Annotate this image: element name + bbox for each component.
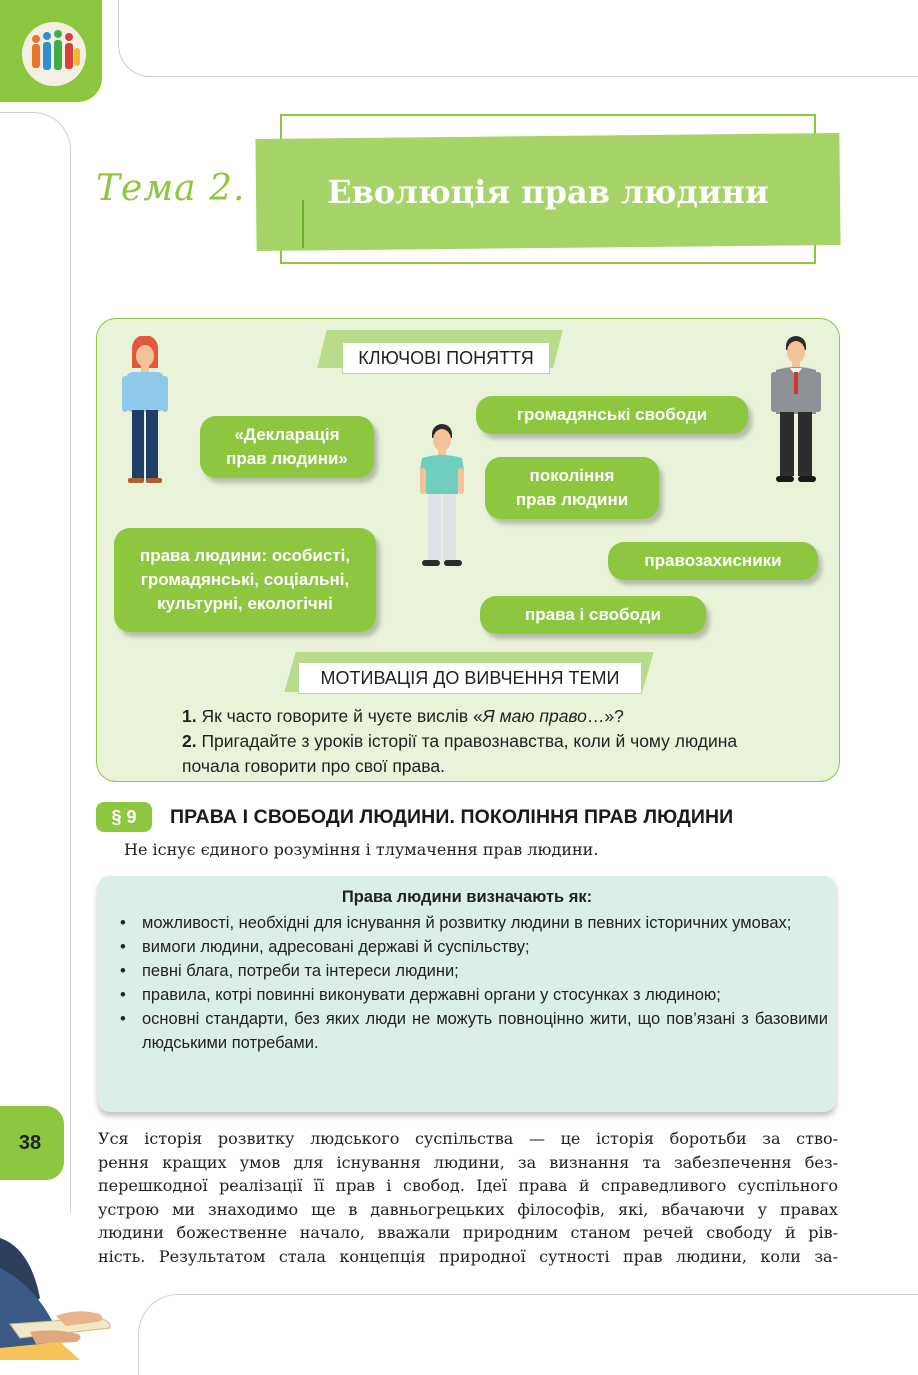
definition-list — [112, 911, 828, 1055]
motivation-heading: МОТИВАЦІЯ ДО ВИВЧЕННЯ ТЕМИ — [298, 662, 642, 694]
concept-rights-types: права людини: особисті, громадянські, соціальні, культурні, екологічні — [114, 528, 376, 632]
page-frame-top — [118, 0, 918, 77]
concept-rights-generations: покоління прав людини — [485, 457, 659, 519]
text-line: ність. Результатом стала концепція природної сутності прав людини, коли за- — [98, 1246, 838, 1266]
question-2: 2. Пригадайте з уроків історії та правознавства, коли й чому людина почала говорити про свої права. — [182, 731, 738, 776]
text-line: людини божественне начало, вважали природним станом речей свободу й рів- — [98, 1223, 838, 1242]
list-item: • вимоги людини, адресовані державі й суспільству; — [112, 935, 828, 959]
list-item: • основні стандарти, без яких люди не можуть повноцінно жити, що пов’язані з базовими людськими потребами. — [112, 1007, 828, 1055]
topic-label: Тема 2. — [96, 168, 246, 209]
text-line: Уся історія розвитку людського суспільства — це історія боротьби за ство- — [98, 1129, 838, 1148]
list-item: • можливості, необхідні для існування й розвитку людини в певних історичних умовах; — [112, 911, 828, 935]
motivation-questions — [182, 704, 742, 779]
text-line: рення кращих умов для існування людини, за визнання та забезпечення без- — [98, 1152, 838, 1172]
young-man-figure-icon — [416, 420, 468, 568]
question-1: 1. Як часто говорите й чуєте вислів «Я маю право…»? — [182, 706, 624, 726]
people-logo-icon — [22, 22, 86, 86]
text-line: перешкодної реалізації її прав і свобод. Ідеї права й справедливого суспільного — [98, 1176, 838, 1195]
section-title: ПРАВА І СВОБОДИ ЛЮДИНИ. ПОКОЛІННЯ ПРАВ ЛЮДИНИ — [170, 806, 734, 828]
page-number: 38 — [18, 1131, 42, 1154]
woman-figure-icon — [118, 336, 172, 486]
page-frame-left — [0, 112, 71, 1213]
concept-civil-liberties: громадянські свободи — [476, 396, 748, 434]
concept-rights-and-freedoms: права і свободи — [480, 596, 706, 634]
concept-declaration: «Декларація прав людини» — [200, 416, 374, 478]
section-intro: Не існує єдиного розуміння і тлумачення прав людини. — [124, 840, 599, 859]
list-item: • правила, котрі повинні виконувати державні органи у стосунках з людиною; — [112, 983, 828, 1007]
body-paragraph — [98, 1127, 838, 1268]
concept-human-rights-defenders: правозахисники — [608, 542, 818, 580]
hands-illustration-icon — [0, 1198, 120, 1360]
man-in-suit-figure-icon — [768, 334, 824, 484]
text-line: устрою ми знаходимо ще в давньогрецьких філософів, які, вбачаючи у правах — [98, 1199, 838, 1219]
list-item: • певні блага, потреби та інтереси людини; — [112, 959, 828, 983]
topic-title: Еволюція прав людини — [327, 173, 769, 211]
section-number-badge: § 9 — [96, 802, 152, 832]
key-concepts-heading: КЛЮЧОВІ ПОНЯТТЯ — [342, 342, 550, 374]
definition-title: Права людини визначають як: — [341, 888, 593, 906]
page-frame-bottom — [138, 1294, 918, 1375]
